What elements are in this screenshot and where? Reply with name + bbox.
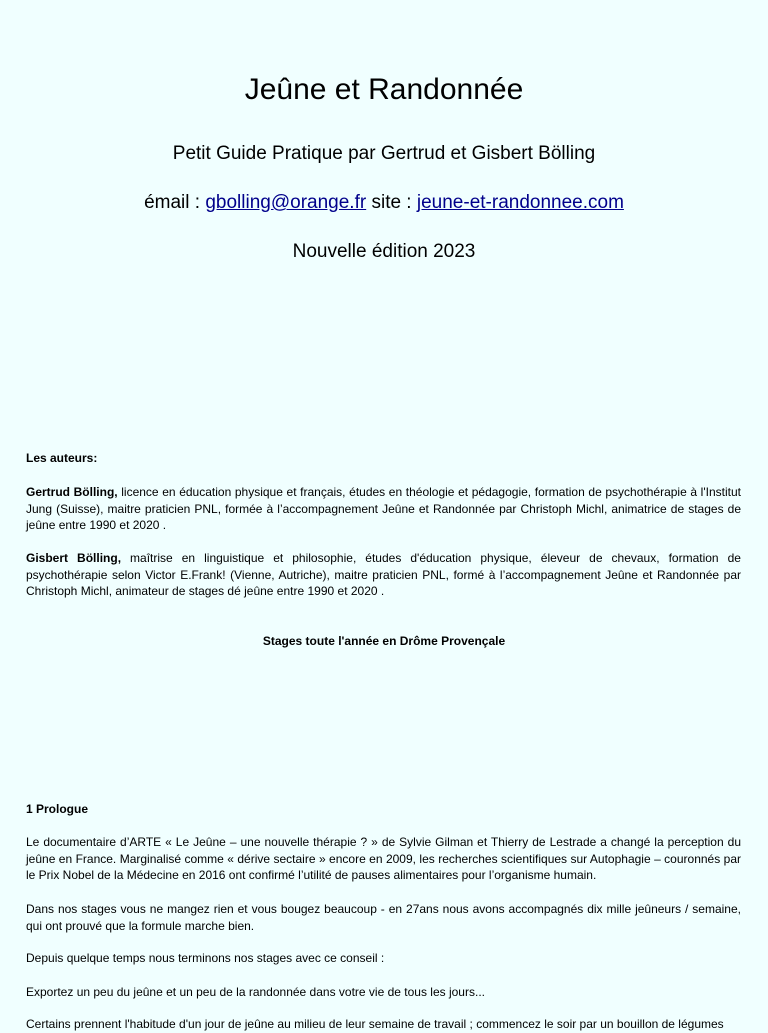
author-gertrud-name: Gertrud Bölling, [26,485,118,499]
edition-line: Nouvelle édition 2023 [292,241,476,262]
contact-line [0,191,768,215]
author-gertrud-text: licence en éducation physique et français, études en théologie et pédagogie, formation de psychothérapie à l'Institut Jung (Suisse), maitre praticien PNL, formée à l’accompagnement Jeûne et Randonnée par Christoph Michl, animatrice de stages de jeûne entre 1990 et 2020 . [26,485,741,532]
document-subtitle: Petit Guide Pratique par Gertrud et Gisbert Bölling [172,143,596,164]
author-gertrud-paragraph [26,484,741,534]
document-title: Jeûne et Randonnée [244,73,524,106]
prologue-paragraph-3: Depuis quelque temps nous terminons nos stages avec ce conseil : [26,951,385,965]
email-link[interactable]: gbolling@orange.fr [205,192,367,213]
authors-heading: Les auteurs: [26,451,98,465]
author-gisbert-text: maîtrise en linguistique et philosophie, études d'éducation physique, éleveur de chevaux, formation de psychothérapie selon Victor E.Frank! (Vienne, Autriche), maitre praticien PNL, formé à l’accompagnement Jeûne et Randonnée par Christoph Michl, animateur de stages dé jeûne entre 1990 et 2020 . [26,551,741,598]
prologue-paragraph-1: Le documentaire d’ARTE « Le Jeûne – une nouvelle thérapie ? » de Sylvie Gilman et Thierry de Lestrade a changé la perception du jeûne en France. Marginalisé comme « dérive sectaire » encore en 2009, les recherches scientifiques sur Autophagie – couronnés par le Prix Nobel de la Médecine en 2016 ont confirmé l’utilité de pauses alimentaires pour l’organisme humain. [26,835,741,882]
prologue-heading: 1 Prologue [26,802,89,816]
site-label: site : [366,192,417,213]
prologue-paragraph-4: Exportez un peu du jeûne et un peu de la randonnée dans votre vie de tous les jours... [26,985,485,999]
prologue-paragraph-5: Certains prennent l'habitude d'un jour de jeûne au milieu de leur semaine de travail ; commencez le soir par un bouillon de légumes [26,1017,724,1031]
stages-line: Stages toute l'année en Drôme Provençale [262,634,506,648]
author-gisbert-paragraph [26,550,741,600]
site-link[interactable]: jeune-et-randonnee.com [416,192,624,213]
prologue-paragraph-2: Dans nos stages vous ne mangez rien et vous bougez beaucoup - en 27ans nous avons accompagnés dix mille jeûneurs / semaine, qui ont prouvé que la formule marche bien. [26,902,741,933]
author-gisbert-name: Gisbert Bölling, [26,551,122,565]
email-label: émail : [144,192,206,213]
